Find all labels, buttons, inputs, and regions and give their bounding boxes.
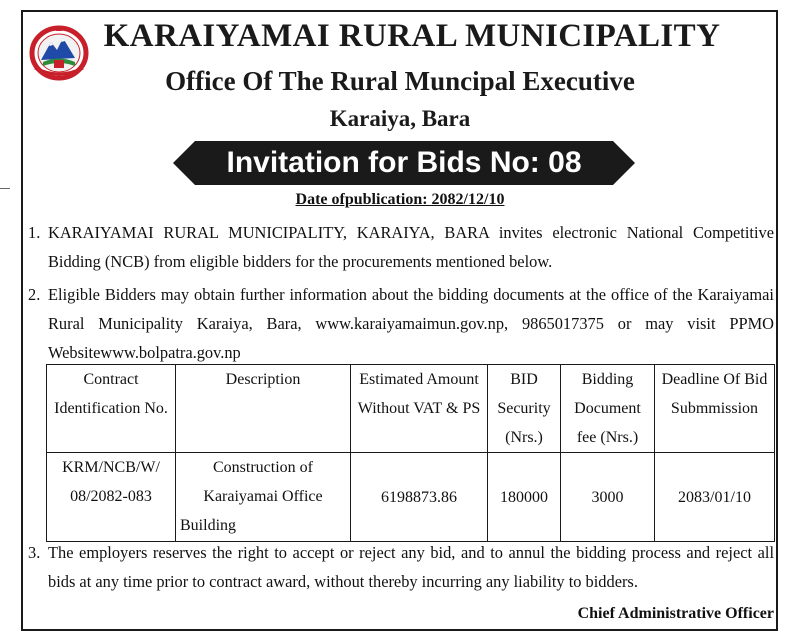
header-contract-id: Contract Identification No. — [47, 365, 176, 453]
paragraph-text: Eligible Bidders may obtain further information about the bidding documents at the office of the Karaiyamai Rural Municipality Karaiya, Bara, www.karaiyamaimun.gov.np, 9865017375 or may visit PPMO Websitewww.bolpatra.gov.np — [48, 285, 774, 362]
paragraph-3 — [28, 538, 774, 596]
location-title: Karaiya, Bara — [329, 106, 471, 131]
edge-mark — [0, 188, 10, 189]
bid-table — [46, 364, 775, 542]
header-fee: Bidding Document fee (Nrs.) — [561, 365, 655, 453]
municipality-title: KARAIYAMAI RURAL MUNICIPALITY — [103, 18, 721, 54]
header-deadline: Deadline Of Bid Submmission — [655, 365, 775, 453]
table-row — [47, 453, 775, 542]
publication-date: Date ofpublication: 2082/12/10 — [295, 191, 505, 208]
paragraph-number: 1. — [28, 223, 41, 242]
office-title: Office Of The Rural Muncipal Executive — [165, 66, 635, 96]
paragraph-2 — [28, 280, 774, 367]
header-security: BID Security (Nrs.) — [488, 365, 561, 453]
header-description: Description — [176, 365, 351, 453]
paragraph-number: 2. — [28, 285, 41, 304]
signatory-title: Chief Administrative Officer — [577, 605, 774, 622]
cell-description: Construction of Karaiyamai Office Building — [176, 453, 351, 542]
paragraph-text: KARAIYAMAI RURAL MUNICIPALITY, KARAIYA, BARA invites electronic National Competitive Bidding (NCB) from eligible bidders for the procurements mentioned below. — [48, 223, 774, 271]
cell-fee: 3000 — [561, 453, 655, 542]
cell-contract-id: KRM/NCB/W/ 08/2082-083 — [47, 453, 176, 542]
table-header-row — [47, 365, 775, 453]
paragraph-1 — [28, 218, 774, 276]
header-amount: Estimated Amount Without VAT & PS — [351, 365, 488, 453]
cell-deadline: 2083/01/10 — [655, 453, 775, 542]
paragraph-text: The employers reserves the right to accept or reject any bid, and to annul the bidding process and reject all bids at any time prior to contract award, without thereby incurring any liability to bidders. — [48, 543, 774, 591]
cell-amount: 6198873.86 — [351, 453, 488, 542]
cell-security: 180000 — [488, 453, 561, 542]
bid-title: Invitation for Bids No: 08 — [226, 146, 582, 179]
paragraph-number: 3. — [28, 543, 41, 562]
